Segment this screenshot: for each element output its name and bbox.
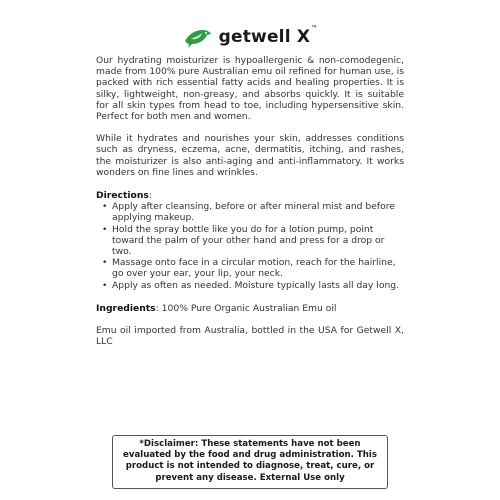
ingredients-value: : 100% Pure Organic Australian Emu oil: [155, 302, 337, 314]
product-description: [96, 55, 404, 347]
ingredients-label: Ingredients: [96, 302, 156, 314]
directions-heading: [96, 190, 404, 201]
disclaimer-box: *Disclaimer: These statements have not been evaluated by the food and drug administration. This product is not intended to diagnose, treat, cure, or prevent any disease. External Use only: [112, 435, 388, 489]
directions-label: Directions: [96, 190, 149, 202]
origin-statement: Emu oil imported from Australia, bottled in the USA for Getwell X, LLC: [96, 325, 404, 348]
benefits-paragraph: While it hydrates and nourishes your skin, addresses conditions such as dryness, eczema, acne, dermatitis, itching, and rashes, the moisturizer is also anti-aging and anti-inflammatory. It works wonders on fine lines and wrinkles.: [96, 133, 404, 178]
direction-item: • Apply after cleansing, before or after mineral mist and before applying makeup.: [96, 201, 404, 223]
bird-logo-icon: [183, 25, 213, 49]
ingredients-line: [96, 303, 404, 314]
direction-item: • Massage onto face in a circular motion, reach for the hairline, go over your ear, your lip, your neck.: [96, 257, 404, 279]
directions-colon: :: [148, 190, 152, 202]
directions-list: [96, 201, 404, 291]
brand-name: getwell X™: [218, 25, 318, 47]
brand-header: [0, 22, 500, 52]
intro-paragraph: Our hydrating moisturizer is hypoallergenic & non-comodegenic, made from 100% pure Australian emu oil refined for human use, is packed with rich essential fatty acids and healing properties. It is silky, lightweight, non-greasy, and absorbs quickly. It is suitable for all skin types from head to toe, including hypersensitive skin. Perfect for both men and women.: [96, 55, 404, 123]
direction-item: • Apply as often as needed. Moisture typically lasts all day long.: [96, 280, 404, 291]
direction-item: • Hold the spray bottle like you do for a lotion pump, point toward the palm of your other hand and press for a drop or two.: [96, 224, 404, 258]
trademark-symbol: ™: [311, 25, 318, 32]
